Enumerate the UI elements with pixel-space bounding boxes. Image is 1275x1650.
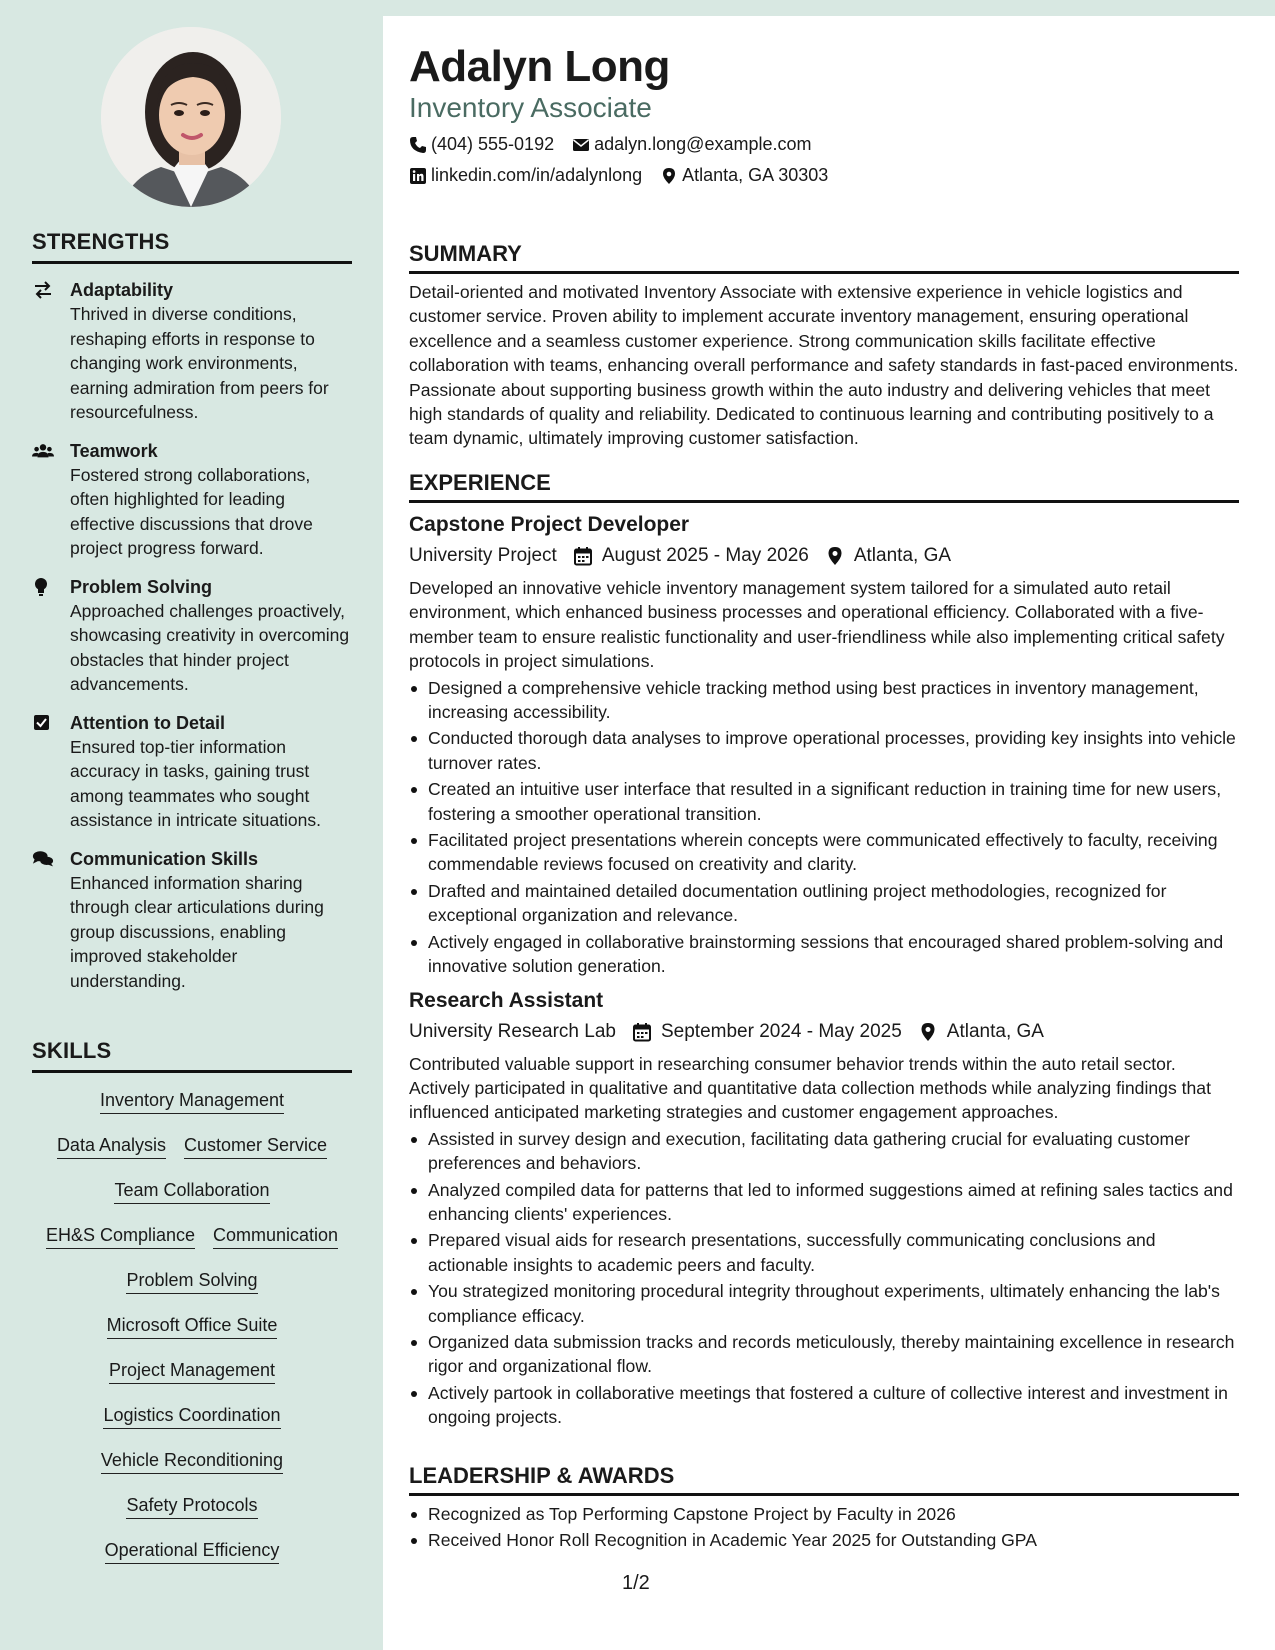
map-pin-icon xyxy=(825,546,845,566)
chat-bubbles-icon xyxy=(32,847,70,994)
job-org: University Project xyxy=(409,545,557,566)
job-location: Atlanta, GA xyxy=(946,1020,1044,1042)
bullet-item: Prepared visual aids for research presentations, successfully communicating conclusions and actionable insights to academic peers and faculty. xyxy=(409,1228,1239,1277)
job-role: Inventory Associate xyxy=(409,92,652,123)
bullet-item: Organized data submission tracks and records meticulously, thereby maintaining excellence in research rigor and organizational flow. xyxy=(409,1330,1239,1379)
strength-desc: Thrived in diverse conditions, reshaping efforts in response to changing work environments, earning admiration from peers for resourcefulness. xyxy=(70,304,329,422)
bullet-item: You strategized monitoring procedural integrity throughout experiments, ultimately enhancing the lab's compliance efficacy. xyxy=(409,1279,1239,1328)
skill-tag: Data Analysis xyxy=(57,1134,166,1159)
strength-title: Attention to Detail xyxy=(70,712,225,733)
strength-title: Communication Skills xyxy=(70,848,259,869)
skill-tag: Microsoft Office Suite xyxy=(107,1314,278,1339)
job-bullets xyxy=(409,1127,1239,1430)
envelope-icon xyxy=(572,136,590,154)
profile-photo xyxy=(101,27,281,207)
bullet-item: Created an intuitive user interface that resulted in a significant reduction in training time for new users, fostering a smoother operational transition. xyxy=(409,777,1239,826)
strength-item xyxy=(32,575,352,697)
skill-tag: EH&S Compliance xyxy=(46,1224,195,1249)
job-entry xyxy=(409,989,1239,1430)
contact-row-2 xyxy=(409,165,828,186)
portrait-image xyxy=(101,27,281,207)
job-meta xyxy=(409,545,1239,567)
job-location: Atlanta, GA xyxy=(853,545,952,566)
skill-tag: Operational Efficiency xyxy=(105,1539,280,1564)
users-icon xyxy=(32,439,70,561)
summary-text: Detail-oriented and motivated Inventory Associate with extensive experience in vehicle logistics and customer service. Proven ability to implement accurate inventory management, ensuring operational excellence and a seamless customer experience. Strong communication skills facilitate effective collaboration with teams, enhancing overall performance and safety standards in fast-paced environments. Passionate about supporting business growth within the auto industry and delivering vehicles that meet high standards of quality and reliability. Dedicated to continuous learning and contributing positively to a team dynamic, ultimately improving customer satisfaction. xyxy=(409,282,1239,449)
strength-item xyxy=(32,711,352,833)
bullet-item: Designed a comprehensive vehicle tracking method using best practices in inventory management, increasing accessibility. xyxy=(409,676,1239,725)
calendar-icon xyxy=(573,546,593,566)
experience-heading: EXPERIENCE xyxy=(409,470,1239,503)
skill-tag: Project Management xyxy=(109,1359,275,1384)
job-description: Developed an innovative vehicle inventory management system tailored for a simulated auto retail environment, which enhanced business processes and operational efficiency. Collaborated with a five-member team to ensure realistic functionality and user-friendliness while also implementing critical safety protocols in project simulations. xyxy=(409,578,1225,672)
page-number: 1/2 xyxy=(622,1572,650,1594)
job-org: University Research Lab xyxy=(409,1020,616,1042)
skill-tag: Customer Service xyxy=(184,1134,327,1159)
job-title: Research Assistant xyxy=(409,988,604,1012)
summary-section xyxy=(409,241,1239,451)
location: Atlanta, GA 30303 xyxy=(682,165,829,185)
job-dates: September 2024 - May 2025 xyxy=(660,1020,902,1042)
strength-item xyxy=(32,278,352,425)
summary-heading: SUMMARY xyxy=(409,241,1239,274)
candidate-name: Adalyn Long xyxy=(409,42,670,91)
strength-desc: Ensured top-tier information accuracy in tasks, gaining trust among teammates who sought assistance in intricate situations. xyxy=(70,736,321,830)
job-title: Capstone Project Developer xyxy=(409,513,690,536)
job-dates: August 2025 - May 2026 xyxy=(601,545,809,566)
award-item: Recognized as Top Performing Capstone Project by Faculty in 2026 xyxy=(409,1502,1239,1526)
skill-tag: Communication xyxy=(213,1224,338,1249)
email-address: adalyn.long@example.com xyxy=(594,134,812,154)
award-item: Received Honor Roll Recognition in Academic Year 2025 for Outstanding GPA xyxy=(409,1528,1239,1552)
linkedin-icon xyxy=(409,167,427,185)
strength-desc: Fostered strong collaborations, often highlighted for leading effective discussions that drove project progress forward. xyxy=(70,464,313,558)
sidebar xyxy=(0,0,383,1650)
strength-title: Teamwork xyxy=(70,440,158,461)
arrows-exchange-icon xyxy=(32,278,70,425)
awards-list xyxy=(409,1502,1239,1553)
awards-heading: LEADERSHIP & AWARDS xyxy=(409,1463,1239,1496)
job-description: Contributed valuable support in researching consumer behavior trends within the auto retail sector. Actively participated in qualitative and quantitative data collection methods while analyzing findings that influenced anticipated marketing strategies and customer engagement approaches. xyxy=(409,1053,1211,1123)
skill-tag: Safety Protocols xyxy=(126,1494,257,1519)
strength-title: Adaptability xyxy=(70,280,174,300)
map-pin-icon xyxy=(918,1022,938,1042)
skills-list xyxy=(32,1083,352,1578)
lightbulb-icon xyxy=(32,575,70,697)
strength-item xyxy=(32,439,352,561)
bullet-item: Conducted thorough data analyses to improve operational processes, providing key insights into vehicle turnover rates. xyxy=(409,726,1239,775)
strengths-section xyxy=(32,229,352,993)
skill-tag: Problem Solving xyxy=(126,1269,257,1294)
job-entry xyxy=(409,513,1239,979)
strength-desc: Approached challenges proactively, showcasing creativity in overcoming obstacles that hinder project advancements. xyxy=(70,600,350,694)
awards-section xyxy=(409,1463,1239,1553)
bullet-item: Actively engaged in collaborative brainstorming sessions that encouraged shared problem-solving and innovative solution generation. xyxy=(409,930,1239,979)
strength-title: Problem Solving xyxy=(70,576,213,597)
phone-number: (404) 555-0192 xyxy=(431,134,555,154)
checkbox-icon xyxy=(32,711,70,833)
strengths-heading: STRENGTHS xyxy=(32,229,352,264)
bullet-item: Assisted in survey design and execution, facilitating data gathering crucial for evaluating customer preferences and behaviors. xyxy=(409,1127,1239,1176)
strength-desc: Enhanced information sharing through clear articulations during group discussions, enabling improved stakeholder understanding. xyxy=(70,872,324,991)
job-bullets xyxy=(409,676,1239,979)
skills-heading: SKILLS xyxy=(32,1038,352,1073)
skill-tag: Vehicle Reconditioning xyxy=(101,1449,283,1474)
bullet-item: Facilitated project presentations wherein concepts were communicated effectively to faculty, receiving commendable reviews focused on creativity and clarity. xyxy=(409,828,1239,877)
skill-tag: Logistics Coordination xyxy=(103,1404,280,1429)
calendar-icon xyxy=(632,1022,652,1042)
skill-tag: Inventory Management xyxy=(100,1089,284,1114)
phone-icon xyxy=(409,136,427,154)
contact-row-1 xyxy=(409,134,811,155)
skill-tag: Team Collaboration xyxy=(114,1179,269,1204)
bullet-item: Drafted and maintained detailed documentation outlining project methodologies, recognized for exceptional organization and relevance. xyxy=(409,879,1239,928)
linkedin-link[interactable]: linkedin.com/in/adalynlong xyxy=(431,165,643,185)
map-pin-icon xyxy=(660,167,678,185)
strength-item xyxy=(32,847,352,994)
bullet-item: Actively partook in collaborative meetings that fostered a culture of collective interest and investment in ongoing projects. xyxy=(409,1381,1239,1430)
experience-section xyxy=(409,470,1239,1430)
skills-section xyxy=(32,1038,352,1578)
bullet-item: Analyzed compiled data for patterns that led to informed suggestions aimed at refining sales tactics and enhancing clients' experiences. xyxy=(409,1178,1239,1227)
job-meta xyxy=(409,1021,1239,1043)
